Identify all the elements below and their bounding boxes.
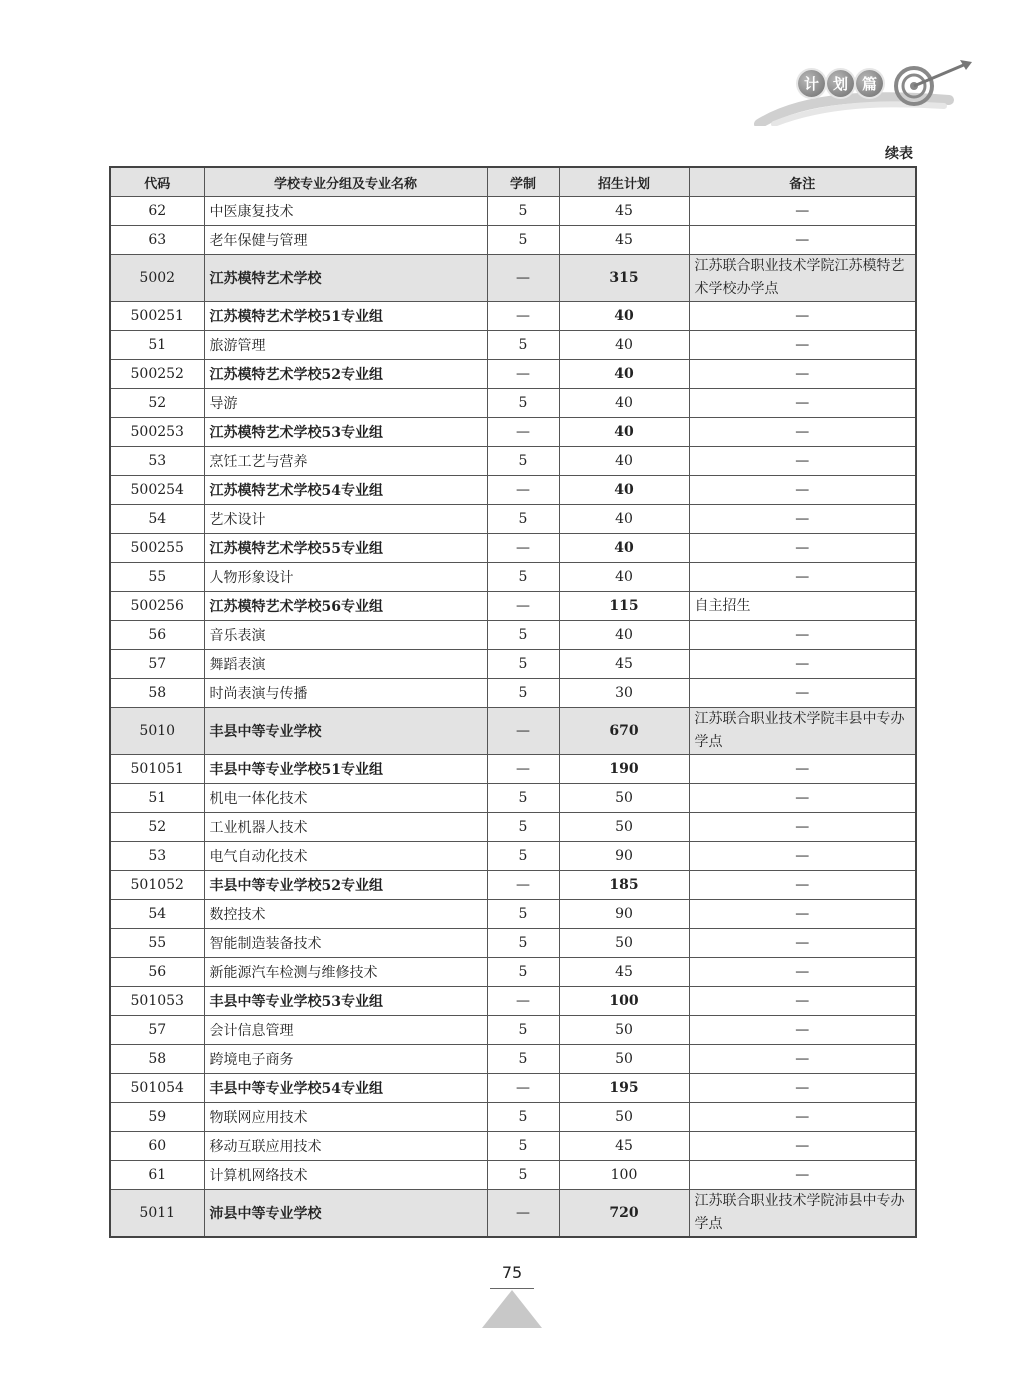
cell-plan: 190	[559, 755, 689, 784]
cell-note: —	[689, 302, 916, 331]
cell-plan: 45	[559, 1132, 689, 1161]
cell-code: 501052	[110, 871, 204, 900]
cell-plan: 315	[559, 255, 689, 302]
table-header-row	[110, 167, 916, 197]
cell-plan: 40	[559, 505, 689, 534]
cell-years: 5	[487, 1161, 559, 1190]
cell-plan: 50	[559, 1016, 689, 1045]
cell-name: 江苏模特艺术学校54专业组	[204, 476, 487, 505]
cell-note: —	[689, 958, 916, 987]
cell-years: 5	[487, 1103, 559, 1132]
cell-years: 5	[487, 842, 559, 871]
cell-note: —	[689, 1103, 916, 1132]
cell-code: 500251	[110, 302, 204, 331]
cell-plan: 40	[559, 447, 689, 476]
table-row	[110, 900, 916, 929]
cell-years: —	[487, 302, 559, 331]
cell-name: 舞蹈表演	[204, 650, 487, 679]
cell-code: 55	[110, 929, 204, 958]
cell-plan: 45	[559, 958, 689, 987]
cell-plan: 100	[559, 987, 689, 1016]
cell-note: —	[689, 360, 916, 389]
cell-name: 移动互联应用技术	[204, 1132, 487, 1161]
cell-name: 计算机网络技术	[204, 1161, 487, 1190]
column-header-code: 代码	[110, 167, 204, 197]
table-row	[110, 331, 916, 360]
cell-note: —	[689, 226, 916, 255]
cell-note: —	[689, 1016, 916, 1045]
cell-name: 丰县中等专业学校54专业组	[204, 1074, 487, 1103]
cell-name: 沛县中等专业学校	[204, 1190, 487, 1238]
cell-note: —	[689, 900, 916, 929]
cell-name: 智能制造装备技术	[204, 929, 487, 958]
cell-code: 51	[110, 784, 204, 813]
table-row	[110, 708, 916, 755]
cell-years: —	[487, 755, 559, 784]
cell-code: 61	[110, 1161, 204, 1190]
cell-code: 56	[110, 958, 204, 987]
cell-note: —	[689, 1045, 916, 1074]
cell-code: 500254	[110, 476, 204, 505]
table-row	[110, 563, 916, 592]
cell-plan: 50	[559, 784, 689, 813]
cell-code: 62	[110, 197, 204, 226]
cell-plan: 720	[559, 1190, 689, 1238]
cell-plan: 50	[559, 929, 689, 958]
cell-years: 5	[487, 505, 559, 534]
cell-note: —	[689, 476, 916, 505]
cell-years: 5	[487, 1132, 559, 1161]
cell-years: 5	[487, 1016, 559, 1045]
cell-plan: 195	[559, 1074, 689, 1103]
cell-years: 5	[487, 1045, 559, 1074]
cell-code: 5011	[110, 1190, 204, 1238]
cell-years: —	[487, 708, 559, 755]
cell-code: 501051	[110, 755, 204, 784]
cell-name: 新能源汽车检测与维修技术	[204, 958, 487, 987]
cell-years: 5	[487, 447, 559, 476]
cell-years: 5	[487, 679, 559, 708]
table-row	[110, 1190, 916, 1238]
cell-note: —	[689, 418, 916, 447]
cell-code: 63	[110, 226, 204, 255]
cell-name: 江苏模特艺术学校51专业组	[204, 302, 487, 331]
table-row	[110, 255, 916, 302]
target-arrow-icon	[894, 56, 974, 116]
table-row	[110, 226, 916, 255]
column-header-years: 学制	[487, 167, 559, 197]
cell-code: 56	[110, 621, 204, 650]
table-row	[110, 650, 916, 679]
table-row	[110, 418, 916, 447]
cell-code: 55	[110, 563, 204, 592]
cell-years: 5	[487, 389, 559, 418]
cell-plan: 40	[559, 331, 689, 360]
cell-code: 54	[110, 900, 204, 929]
table-row	[110, 842, 916, 871]
table-row	[110, 871, 916, 900]
cell-name: 旅游管理	[204, 331, 487, 360]
cell-plan: 40	[559, 360, 689, 389]
cell-years: —	[487, 418, 559, 447]
cell-code: 57	[110, 1016, 204, 1045]
cell-note: —	[689, 650, 916, 679]
table-row	[110, 755, 916, 784]
cell-note: —	[689, 929, 916, 958]
cell-code: 59	[110, 1103, 204, 1132]
cell-note: —	[689, 331, 916, 360]
cell-name: 人物形象设计	[204, 563, 487, 592]
cell-code: 53	[110, 842, 204, 871]
cell-name: 老年保健与管理	[204, 226, 487, 255]
table-row	[110, 534, 916, 563]
cell-note: —	[689, 1074, 916, 1103]
cell-name: 音乐表演	[204, 621, 487, 650]
table-body	[110, 197, 916, 1238]
cell-code: 501054	[110, 1074, 204, 1103]
cell-name: 江苏模特艺术学校55专业组	[204, 534, 487, 563]
cell-note: —	[689, 755, 916, 784]
section-char: 篇	[856, 70, 883, 97]
cell-code: 60	[110, 1132, 204, 1161]
table-row	[110, 302, 916, 331]
cell-code: 52	[110, 813, 204, 842]
cell-name: 江苏模特艺术学校52专业组	[204, 360, 487, 389]
cell-years: 5	[487, 900, 559, 929]
cell-code: 500253	[110, 418, 204, 447]
cell-note: 自主招生	[689, 592, 916, 621]
table-row	[110, 447, 916, 476]
table-row	[110, 1132, 916, 1161]
cell-years: —	[487, 360, 559, 389]
cell-name: 导游	[204, 389, 487, 418]
table-row	[110, 389, 916, 418]
footer-triangle-icon	[482, 1290, 542, 1328]
cell-plan: 115	[559, 592, 689, 621]
table-row	[110, 1103, 916, 1132]
cell-plan: 40	[559, 302, 689, 331]
table-row	[110, 987, 916, 1016]
cell-plan: 30	[559, 679, 689, 708]
cell-years: —	[487, 255, 559, 302]
cell-name: 烹饪工艺与营养	[204, 447, 487, 476]
table-row	[110, 1074, 916, 1103]
cell-name: 跨境电子商务	[204, 1045, 487, 1074]
table-row	[110, 621, 916, 650]
cell-note: —	[689, 987, 916, 1016]
cell-years: 5	[487, 958, 559, 987]
cell-name: 丰县中等专业学校52专业组	[204, 871, 487, 900]
cell-years: 5	[487, 621, 559, 650]
section-char: 计	[798, 70, 825, 97]
cell-plan: 40	[559, 621, 689, 650]
cell-years: 5	[487, 226, 559, 255]
cell-years: 5	[487, 813, 559, 842]
cell-note: —	[689, 534, 916, 563]
cell-plan: 40	[559, 563, 689, 592]
cell-code: 5002	[110, 255, 204, 302]
cell-years: —	[487, 1190, 559, 1238]
cell-code: 501053	[110, 987, 204, 1016]
cell-name: 丰县中等专业学校	[204, 708, 487, 755]
table-row	[110, 1016, 916, 1045]
table-row	[110, 197, 916, 226]
table-row	[110, 679, 916, 708]
table-row	[110, 505, 916, 534]
continued-label: 续表	[885, 146, 913, 162]
cell-plan: 45	[559, 226, 689, 255]
page-number: 75	[501, 1263, 523, 1282]
cell-years: —	[487, 871, 559, 900]
cell-code: 58	[110, 679, 204, 708]
cell-note: —	[689, 563, 916, 592]
cell-note: 江苏联合职业技术学院江苏模特艺术学校办学点	[689, 255, 916, 302]
cell-name: 江苏模特艺术学校53专业组	[204, 418, 487, 447]
table-row	[110, 1045, 916, 1074]
cell-plan: 40	[559, 418, 689, 447]
cell-note: —	[689, 1132, 916, 1161]
cell-name: 数控技术	[204, 900, 487, 929]
cell-code: 500256	[110, 592, 204, 621]
cell-code: 5010	[110, 708, 204, 755]
cell-years: 5	[487, 650, 559, 679]
cell-note: —	[689, 1161, 916, 1190]
cell-note: 江苏联合职业技术学院丰县中专办学点	[689, 708, 916, 755]
cell-plan: 45	[559, 650, 689, 679]
cell-name: 工业机器人技术	[204, 813, 487, 842]
column-header-name: 学校专业分组及专业名称	[204, 167, 487, 197]
cell-years: —	[487, 1074, 559, 1103]
cell-years: —	[487, 534, 559, 563]
cell-years: 5	[487, 784, 559, 813]
cell-note: —	[689, 813, 916, 842]
cell-name: 电气自动化技术	[204, 842, 487, 871]
cell-plan: 50	[559, 1103, 689, 1132]
cell-name: 江苏模特艺术学校56专业组	[204, 592, 487, 621]
enrollment-plan-table	[109, 166, 917, 1238]
cell-plan: 670	[559, 708, 689, 755]
section-header-decoration	[754, 56, 984, 126]
cell-plan: 40	[559, 534, 689, 563]
cell-note: —	[689, 679, 916, 708]
table-row	[110, 476, 916, 505]
cell-note: —	[689, 784, 916, 813]
cell-note: —	[689, 621, 916, 650]
cell-plan: 100	[559, 1161, 689, 1190]
cell-years: 5	[487, 197, 559, 226]
cell-note: 江苏联合职业技术学院沛县中专办学点	[689, 1190, 916, 1238]
cell-code: 52	[110, 389, 204, 418]
cell-plan: 40	[559, 389, 689, 418]
footer-divider	[490, 1288, 534, 1289]
section-char: 划	[827, 70, 854, 97]
cell-code: 58	[110, 1045, 204, 1074]
cell-code: 500255	[110, 534, 204, 563]
cell-plan: 50	[559, 813, 689, 842]
cell-name: 会计信息管理	[204, 1016, 487, 1045]
cell-note: —	[689, 505, 916, 534]
cell-years: 5	[487, 331, 559, 360]
cell-note: —	[689, 447, 916, 476]
cell-code: 500252	[110, 360, 204, 389]
cell-years: 5	[487, 563, 559, 592]
table-row	[110, 958, 916, 987]
cell-code: 57	[110, 650, 204, 679]
cell-name: 艺术设计	[204, 505, 487, 534]
table-row	[110, 784, 916, 813]
cell-name: 丰县中等专业学校51专业组	[204, 755, 487, 784]
section-badges	[798, 70, 883, 97]
cell-name: 江苏模特艺术学校	[204, 255, 487, 302]
cell-years: —	[487, 987, 559, 1016]
column-header-plan: 招生计划	[559, 167, 689, 197]
table-row	[110, 813, 916, 842]
cell-code: 53	[110, 447, 204, 476]
column-header-note: 备注	[689, 167, 916, 197]
cell-plan: 45	[559, 197, 689, 226]
cell-note: —	[689, 842, 916, 871]
cell-note: —	[689, 197, 916, 226]
table-row	[110, 929, 916, 958]
cell-plan: 90	[559, 900, 689, 929]
cell-note: —	[689, 871, 916, 900]
cell-years: 5	[487, 929, 559, 958]
cell-plan: 40	[559, 476, 689, 505]
cell-name: 机电一体化技术	[204, 784, 487, 813]
cell-plan: 185	[559, 871, 689, 900]
cell-name: 物联网应用技术	[204, 1103, 487, 1132]
cell-years: —	[487, 592, 559, 621]
cell-name: 丰县中等专业学校53专业组	[204, 987, 487, 1016]
cell-years: —	[487, 476, 559, 505]
cell-name: 中医康复技术	[204, 197, 487, 226]
table-row	[110, 1161, 916, 1190]
cell-plan: 90	[559, 842, 689, 871]
cell-code: 51	[110, 331, 204, 360]
table-row	[110, 592, 916, 621]
cell-code: 54	[110, 505, 204, 534]
cell-note: —	[689, 389, 916, 418]
cell-plan: 50	[559, 1045, 689, 1074]
cell-name: 时尚表演与传播	[204, 679, 487, 708]
table-row	[110, 360, 916, 389]
